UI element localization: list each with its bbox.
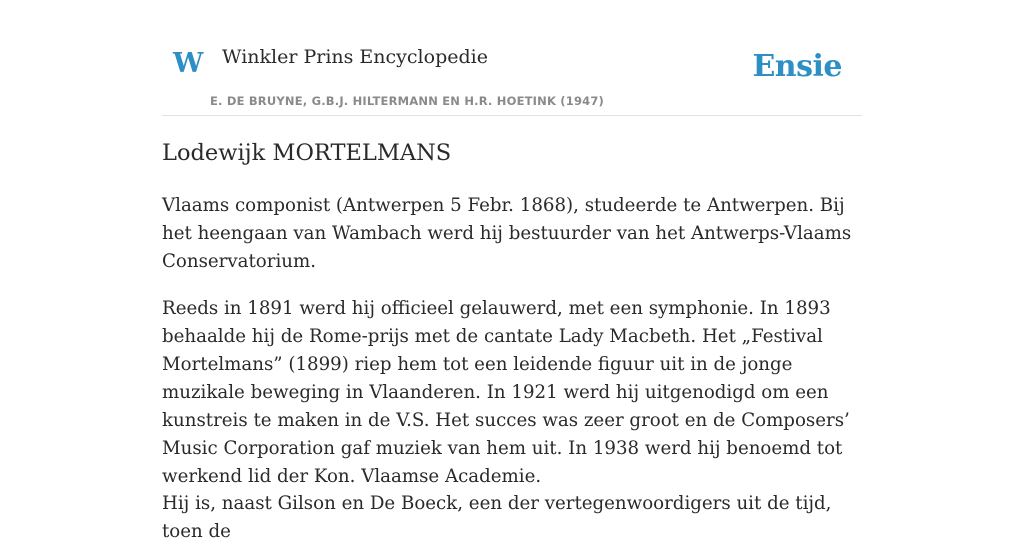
- article-paragraph: Hij is, naast Gilson en De Boeck, een der vertegenwoordigers uit de tijd, toen de: [162, 493, 832, 542]
- article-paragraph: Vlaams componist (Antwerpen 5 Febr. 1868), studeerde te Antwerpen. Bij het heengaan van Wambach werd hij bestuurder van het Antwerps-Vlaams Conservatorium.: [162, 195, 852, 272]
- winkler-prins-logo-icon[interactable]: W: [173, 48, 204, 79]
- page-content: [162, 0, 862, 542]
- article-paragraph: Reeds in 1891 werd hij officieel gelauwerd, met een symphonie. In 1893 behaalde hij de Rome-prijs met de cantate Lady Macbeth. Het „Festival Mortelmans” (1899) riep hem tot een leidende figuur uit in de jonge muzikale beweging in Vlaanderen. In 1921 werd hij uitgenodigd om een kunstreis te maken in de V.S. Het succes was zeer groot en de Composers’ Music Corporation gaf muziek van hem uit. In 1938 werd hij benoemd tot werkend lid der Kon. Vlaamse Academie.: [162, 298, 850, 487]
- ensie-logo[interactable]: Ensie: [752, 49, 842, 84]
- source-title[interactable]: Winkler Prins Encyclopedie: [222, 46, 488, 68]
- site-header: [162, 0, 862, 116]
- article-title: Lodewijk MORTELMANS: [162, 140, 452, 166]
- source-authors: E. DE BRUYNE, G.B.J. HILTERMANN EN H.R. HOETINK (1947): [210, 94, 605, 108]
